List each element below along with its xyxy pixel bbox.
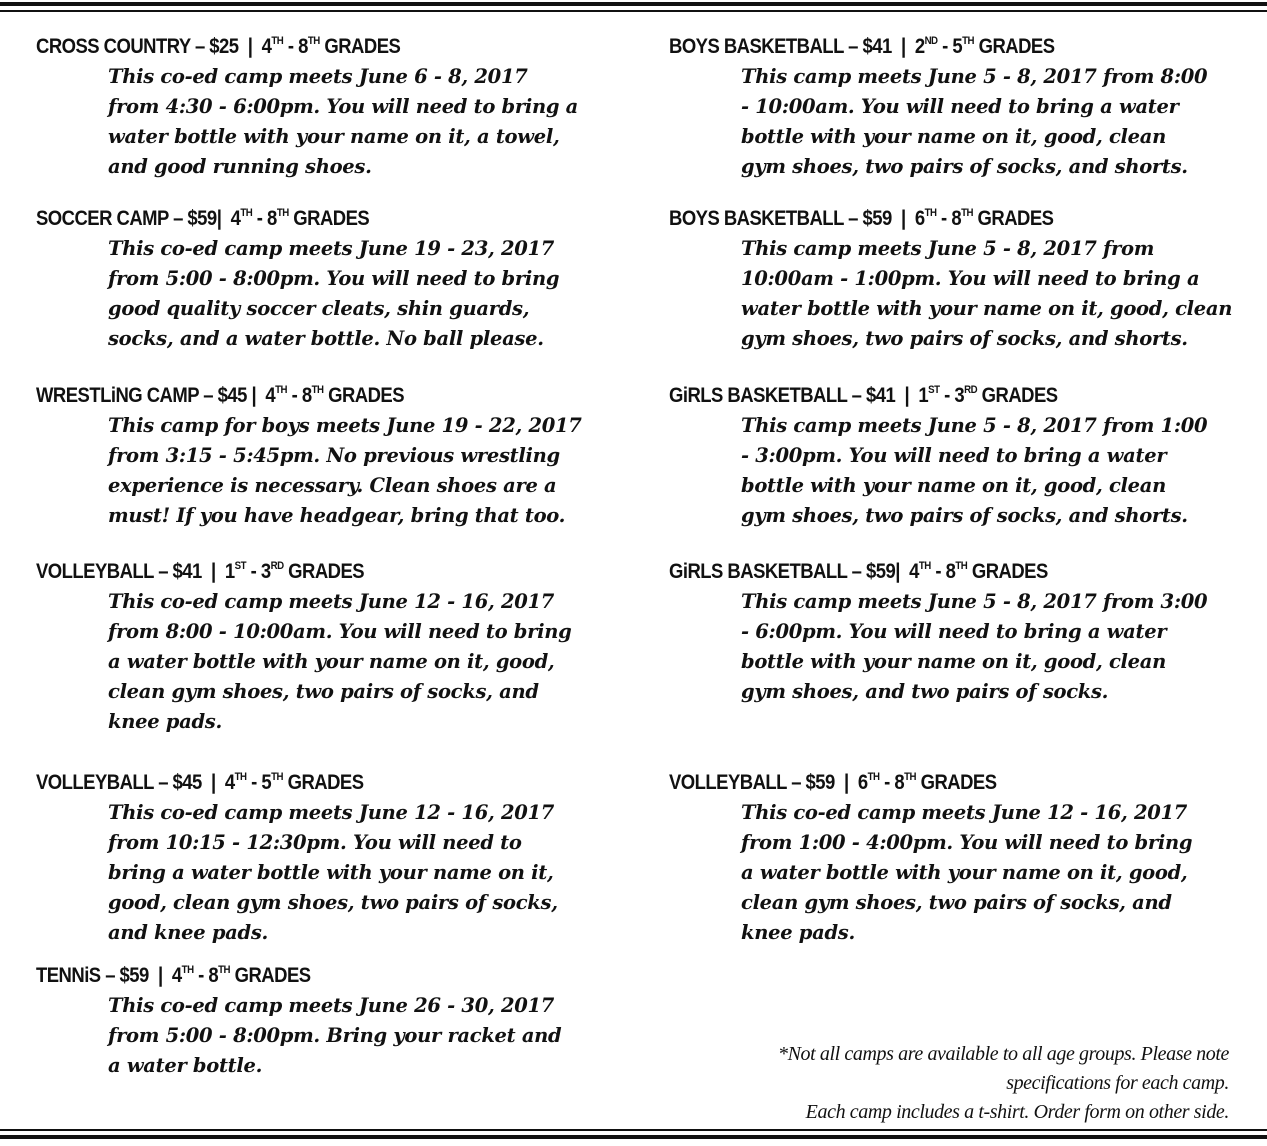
camp-title: WRESTLiNG CAMP – $45 [36,384,247,407]
grade-dash: - [287,35,294,58]
description-line: bring a water bottle with your name on it, [108,861,554,884]
camp-description [36,798,646,948]
camp-title: BOYS BASKETBALL – $41 [669,35,892,58]
grade-dash: - [942,35,948,58]
description-line: must! If you have headgear, bring that too. [108,504,566,527]
description-line: a water bottle with your name on it, good, [741,861,1188,884]
grade-dash: - [941,207,947,230]
description-line: This camp meets June 5 - 8, 2017 from [741,237,1155,260]
description-line: gym shoes, two pairs of socks, and shorts. [741,155,1188,178]
grade-dash: - [935,560,942,583]
grade-start-suffix: TH [271,35,284,47]
grade-end: 5 [261,771,272,794]
description-line: bottle with your name on it, good, clean [741,650,1166,673]
camp-description [36,411,646,531]
grade-end-suffix: RD [270,560,284,572]
separator: | [895,560,900,583]
camp-description [669,587,1264,707]
grade-start: 1 [918,384,929,407]
camp-description [669,234,1264,354]
grade-start: 4 [265,384,276,407]
grade-start-suffix: TH [240,207,253,219]
separator: | [211,560,216,583]
camp-girls-basketball-4-8 [669,559,1264,707]
camp-title: VOLLEYBALL – $59 [669,771,835,794]
camp-description [36,587,646,737]
camp-description [669,411,1264,531]
grade-end-suffix: TH [307,35,320,47]
separator: | [251,384,257,407]
camp-girls-basketball-1-3 [669,383,1264,531]
grades-label: GRADES [981,384,1058,407]
footnote [669,1040,1229,1127]
description-line: from 3:15 - 5:45pm. No previous wrestling [108,444,560,467]
camp-heading [36,963,573,989]
grades-label: GRADES [293,207,370,230]
description-line: This camp meets June 5 - 8, 2017 from 8:00 [741,65,1208,88]
camp-wrestling [36,383,646,531]
separator: | [158,964,163,987]
grade-end: 8 [894,771,905,794]
grade-start-suffix: TH [918,560,931,572]
grade-end-suffix: TH [311,384,324,396]
grade-end-suffix: TH [962,35,975,47]
grades-label: GRADES [920,771,997,794]
description-line: This co-ed camp meets June 12 - 16, 2017 [108,801,555,824]
description-line: from 1:00 - 4:00pm. You will need to bring [741,831,1193,854]
grade-end: 8 [208,964,219,987]
camp-description [36,62,646,182]
description-line: This co-ed camp meets June 12 - 16, 2017 [108,590,555,613]
grade-end-suffix: TH [218,964,231,976]
description-line: from 8:00 - 10:00am. You will need to bring [108,620,572,643]
grade-start: 4 [909,560,919,583]
description-line: 10:00am - 1:00pm. You will need to bring a [741,267,1200,290]
grade-dash: - [291,384,298,407]
description-line: a water bottle. [108,1054,263,1077]
description-line: from 10:15 - 12:30pm. You will need to [108,831,522,854]
description-line: This co-ed camp meets June 6 - 8, 2017 [108,65,528,88]
grade-start-suffix: TH [275,384,288,396]
grades-label: GRADES [287,771,364,794]
grade-end-suffix: TH [271,771,284,783]
grade-dash: - [884,771,890,794]
grade-start-suffix: ND [924,35,938,47]
grade-start: 4 [224,771,235,794]
camp-soccer [36,206,646,354]
grade-start: 6 [914,207,925,230]
camp-description [36,234,646,354]
camp-heading [669,770,1193,796]
description-line: This co-ed camp meets June 19 - 23, 2017 [108,237,555,260]
camp-title: CROSS COUNTRY – $25 [36,35,239,58]
camp-title: BOYS BASKETBALL – $59 [669,207,892,230]
grade-dash: - [251,771,257,794]
description-line: and good running shoes. [108,155,372,178]
grade-end: 3 [954,384,965,407]
grade-dash: - [250,560,257,583]
grades-label: GRADES [978,35,1055,58]
description-line: - 10:00am. You will need to bring a water [741,95,1179,118]
camp-cross-country [36,34,646,182]
description-line: water bottle with your name on it, good, clean [741,297,1233,320]
grade-end: 8 [945,560,956,583]
separator: | [247,35,253,58]
grade-end-suffix: TH [961,207,973,219]
camp-heading [669,34,1193,60]
camp-title: GiRLS BASKETBALL – $59 [669,560,896,583]
camp-volleyball-4-5 [36,770,646,948]
description-line: socks, and a water bottle. No ball please. [108,327,544,350]
grade-start: 4 [261,35,272,58]
grades-label: GRADES [977,207,1054,230]
description-line: This camp meets June 5 - 8, 2017 from 1:00 [741,414,1208,437]
camp-heading [36,559,573,585]
grade-start: 4 [171,964,182,987]
grade-start-suffix: TH [924,207,937,219]
description-line: This camp for boys meets June 19 - 22, 2017 [108,414,582,437]
footnote-line: Each camp includes a t-shirt. Order form on other side. [805,1101,1229,1123]
camp-heading [669,206,1193,232]
description-line: good, clean gym shoes, two pairs of socks, [108,891,558,914]
camp-heading [36,383,573,409]
grade-end-suffix: TH [955,560,968,572]
camp-volleyball-6-8 [669,770,1264,948]
top-border-thin [0,10,1267,12]
camp-tennis [36,963,646,1081]
camp-heading [36,34,573,60]
grade-start: 6 [857,771,868,794]
description-line: This co-ed camp meets June 26 - 30, 2017 [108,994,555,1017]
description-line: clean gym shoes, two pairs of socks, and [108,680,539,703]
camp-title: SOCCER CAMP – $59 [36,207,217,230]
grade-start: 1 [224,560,235,583]
separator: | [900,207,906,230]
grade-start-suffix: ST [234,560,246,572]
description-line: good quality soccer cleats, shin guards, [108,297,530,320]
description-line: from 5:00 - 8:00pm. You will need to bring [108,267,560,290]
description-line: a water bottle with your name on it, good, [108,650,555,673]
grade-dash: - [256,207,263,230]
footnote-line: specifications for each camp. [1006,1072,1229,1094]
description-line: and knee pads. [108,921,268,944]
camp-heading [36,206,573,232]
grade-end: 8 [267,207,277,230]
grade-start: 4 [230,207,241,230]
grades-label: GRADES [324,35,401,58]
camp-title: GiRLS BASKETBALL – $41 [669,384,896,407]
grade-end: 8 [301,384,312,407]
separator: | [844,771,849,794]
camp-description [669,798,1264,948]
description-line: - 3:00pm. You will need to bring a water [741,444,1167,467]
camp-heading [669,383,1193,409]
description-line: from 4:30 - 6:00pm. You will need to bring a [108,95,578,118]
description-line: This camp meets June 5 - 8, 2017 from 3:00 [741,590,1208,613]
grades-label: GRADES [328,384,405,407]
grade-end-suffix: RD [964,384,978,396]
description-line: water bottle with your name on it, a towel, [108,125,560,148]
description-line: bottle with your name on it, good, clean [741,474,1166,497]
grades-label: GRADES [971,560,1048,583]
grade-end: 5 [952,35,963,58]
grade-dash: - [944,384,950,407]
camp-title: VOLLEYBALL – $45 [36,771,202,794]
camp-boys-basketball-6-8 [669,206,1264,354]
description-line: bottle with your name on it, good, clean [741,125,1166,148]
grade-start-suffix: TH [867,771,880,783]
grade-start-suffix: TH [181,964,194,976]
bottom-border-thick [0,1135,1267,1139]
description-line: gym shoes, two pairs of socks, and shorts. [741,504,1188,527]
grade-start-suffix: ST [928,384,940,396]
description-line: knee pads. [741,921,855,944]
grade-end: 8 [298,35,308,58]
top-border-thick [0,2,1267,6]
description-line: gym shoes, and two pairs of socks. [741,680,1109,703]
camp-heading [669,559,1193,585]
grade-dash: - [198,964,204,987]
description-line: from 5:00 - 8:00pm. Bring your racket and [108,1024,562,1047]
grade-end: 3 [260,560,271,583]
separator: | [211,771,216,794]
camp-title: TENNiS – $59 [36,964,149,987]
description-line: gym shoes, two pairs of socks, and shorts. [741,327,1188,350]
grade-start-suffix: TH [234,771,247,783]
separator: | [900,35,906,58]
camp-volleyball-1-3 [36,559,646,737]
bottom-border-thin [0,1129,1267,1131]
description-line: clean gym shoes, two pairs of socks, and [741,891,1172,914]
camp-title: VOLLEYBALL – $41 [36,560,202,583]
grades-label: GRADES [288,560,365,583]
grade-end-suffix: TH [904,771,917,783]
camp-boys-basketball-2-5 [669,34,1264,182]
separator: | [216,207,222,230]
camp-description [669,62,1264,182]
grade-end: 8 [951,207,962,230]
description-line: experience is necessary. Clean shoes are a [108,474,557,497]
separator: | [904,384,910,407]
description-line: This co-ed camp meets June 12 - 16, 2017 [741,801,1188,824]
description-line: knee pads. [108,710,222,733]
grade-end-suffix: TH [276,207,289,219]
camp-description [36,991,646,1081]
footnote-line: *Not all camps are available to all age groups. Please note [778,1043,1229,1065]
description-line: - 6:00pm. You will need to bring a water [741,620,1167,643]
camp-heading [36,770,573,796]
grade-start: 2 [914,35,925,58]
grades-label: GRADES [234,964,311,987]
